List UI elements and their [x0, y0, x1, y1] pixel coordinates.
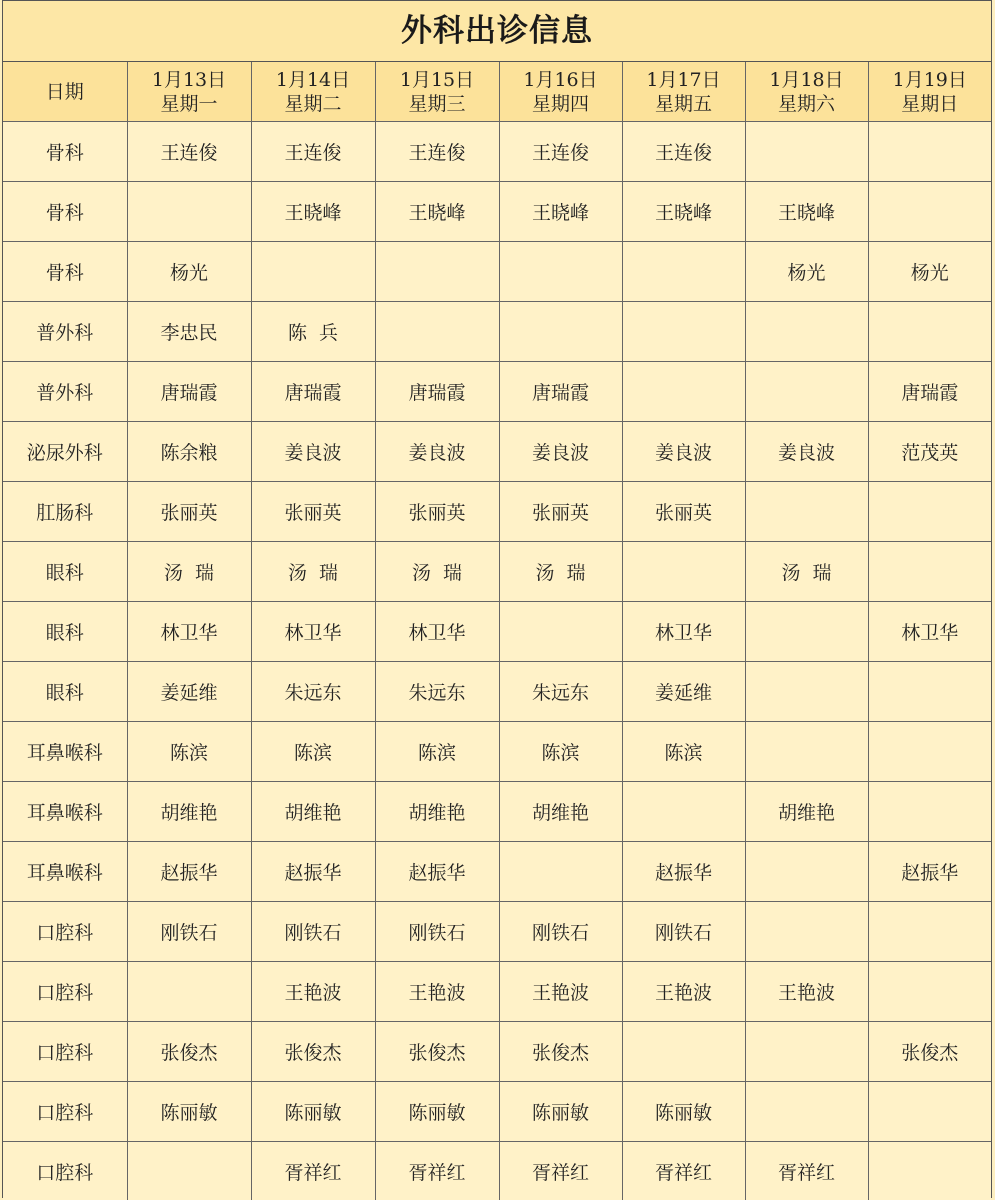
doctor-cell	[745, 842, 868, 902]
doctor-cell: 张丽英	[127, 482, 251, 542]
header-weekday: 星期二	[284, 92, 342, 115]
header-date: 1月16日	[523, 68, 598, 91]
doctor-cell: 张俊杰	[375, 1022, 499, 1082]
page-title: 外科出诊信息	[3, 1, 991, 62]
header-row	[3, 62, 991, 122]
doctor-cell	[745, 902, 868, 962]
doctor-cell: 刚铁石	[375, 902, 499, 962]
doctor-cell: 姜良波	[375, 422, 499, 482]
doctor-cell: 刚铁石	[622, 902, 745, 962]
doctor-cell: 王连俊	[375, 122, 499, 182]
doctor-cell: 张丽英	[622, 482, 745, 542]
doctor-cell: 张丽英	[251, 482, 375, 542]
department-cell: 口腔科	[3, 902, 127, 962]
doctor-cell: 胥祥红	[745, 1142, 868, 1200]
doctor-cell: 张俊杰	[251, 1022, 375, 1082]
doctor-cell	[868, 782, 991, 842]
doctor-cell	[622, 1022, 745, 1082]
doctor-cell: 杨光	[745, 242, 868, 302]
department-cell: 普外科	[3, 362, 127, 422]
doctor-cell	[127, 962, 251, 1022]
doctor-cell: 刚铁石	[499, 902, 622, 962]
doctor-cell	[745, 662, 868, 722]
doctor-cell: 陈丽敏	[622, 1082, 745, 1142]
doctor-cell: 姜良波	[499, 422, 622, 482]
doctor-cell: 王艳波	[375, 962, 499, 1022]
doctor-cell: 刚铁石	[127, 902, 251, 962]
table-row	[3, 842, 991, 902]
doctor-cell: 林卫华	[622, 602, 745, 662]
doctor-cell: 胡维艳	[127, 782, 251, 842]
table-row	[3, 362, 991, 422]
doctor-cell: 陈丽敏	[375, 1082, 499, 1142]
doctor-cell: 范茂英	[868, 422, 991, 482]
doctor-cell	[499, 302, 622, 362]
doctor-cell: 胥祥红	[622, 1142, 745, 1200]
header-day	[745, 62, 868, 122]
header-weekday: 星期三	[408, 92, 466, 115]
doctor-cell: 姜良波	[745, 422, 868, 482]
header-weekday: 星期六	[777, 92, 835, 115]
department-cell: 口腔科	[3, 1022, 127, 1082]
doctor-cell	[745, 602, 868, 662]
doctor-cell: 王连俊	[622, 122, 745, 182]
doctor-cell: 杨光	[127, 242, 251, 302]
doctor-cell	[622, 302, 745, 362]
department-cell: 口腔科	[3, 962, 127, 1022]
doctor-cell: 张俊杰	[499, 1022, 622, 1082]
doctor-cell: 胥祥红	[375, 1142, 499, 1200]
doctor-cell	[745, 122, 868, 182]
doctor-cell: 姜延维	[127, 662, 251, 722]
doctor-cell	[622, 782, 745, 842]
table-row	[3, 242, 991, 302]
doctor-cell	[745, 302, 868, 362]
doctor-cell: 陈滨	[251, 722, 375, 782]
doctor-cell: 陈余粮	[127, 422, 251, 482]
doctor-cell: 王连俊	[127, 122, 251, 182]
department-cell: 口腔科	[3, 1142, 127, 1200]
doctor-cell: 唐瑞霞	[499, 362, 622, 422]
doctor-cell	[868, 542, 991, 602]
header-day	[499, 62, 622, 122]
doctor-cell	[127, 1142, 251, 1200]
doctor-cell: 王晓峰	[251, 182, 375, 242]
schedule-table	[3, 62, 991, 1200]
table-row	[3, 962, 991, 1022]
doctor-cell: 赵振华	[868, 842, 991, 902]
doctor-cell: 张丽英	[375, 482, 499, 542]
header-day	[868, 62, 991, 122]
doctor-cell: 唐瑞霞	[251, 362, 375, 422]
department-cell: 肛肠科	[3, 482, 127, 542]
header-date: 1月13日	[151, 68, 227, 91]
doctor-cell	[499, 242, 622, 302]
table-row	[3, 122, 991, 182]
header-day	[127, 62, 251, 122]
doctor-cell: 王艳波	[745, 962, 868, 1022]
doctor-cell	[868, 302, 991, 362]
doctor-cell	[622, 362, 745, 422]
doctor-cell: 王晓峰	[499, 182, 622, 242]
doctor-cell: 陈丽敏	[251, 1082, 375, 1142]
department-cell: 骨科	[3, 182, 127, 242]
doctor-cell	[499, 602, 622, 662]
doctor-cell	[499, 842, 622, 902]
table-row	[3, 902, 991, 962]
doctor-cell: 汤 瑞	[499, 542, 622, 602]
table-row	[3, 1022, 991, 1082]
doctor-cell: 陈丽敏	[499, 1082, 622, 1142]
doctor-cell: 刚铁石	[251, 902, 375, 962]
table-row	[3, 182, 991, 242]
header-date: 1月18日	[769, 68, 844, 91]
doctor-cell: 赵振华	[375, 842, 499, 902]
doctor-cell: 赵振华	[251, 842, 375, 902]
header-date: 1月14日	[275, 68, 351, 91]
schedule-container	[2, 0, 992, 1198]
department-cell: 普外科	[3, 302, 127, 362]
doctor-cell: 陈滨	[127, 722, 251, 782]
doctor-cell	[622, 542, 745, 602]
doctor-cell	[868, 722, 991, 782]
doctor-cell	[622, 242, 745, 302]
department-cell: 口腔科	[3, 1082, 127, 1142]
doctor-cell: 林卫华	[375, 602, 499, 662]
department-cell: 耳鼻喉科	[3, 722, 127, 782]
doctor-cell: 唐瑞霞	[375, 362, 499, 422]
doctor-cell: 汤 瑞	[127, 542, 251, 602]
doctor-cell: 胡维艳	[745, 782, 868, 842]
header-date: 1月17日	[646, 68, 721, 91]
doctor-cell	[868, 662, 991, 722]
department-cell: 眼科	[3, 602, 127, 662]
doctor-cell	[868, 482, 991, 542]
doctor-cell: 汤 瑞	[745, 542, 868, 602]
header-date: 1月15日	[399, 68, 475, 91]
doctor-cell: 李忠民	[127, 302, 251, 362]
department-cell: 眼科	[3, 542, 127, 602]
doctor-cell: 胡维艳	[499, 782, 622, 842]
table-row	[3, 422, 991, 482]
department-cell: 耳鼻喉科	[3, 782, 127, 842]
doctor-cell	[375, 302, 499, 362]
doctor-cell	[745, 482, 868, 542]
doctor-cell	[745, 722, 868, 782]
doctor-cell: 赵振华	[622, 842, 745, 902]
doctor-cell: 陈 兵	[251, 302, 375, 362]
table-row	[3, 1082, 991, 1142]
table-row	[3, 722, 991, 782]
header-day	[375, 62, 499, 122]
header-date: 1月19日	[892, 68, 967, 91]
doctor-cell: 林卫华	[251, 602, 375, 662]
doctor-cell: 张俊杰	[127, 1022, 251, 1082]
doctor-cell: 王艳波	[251, 962, 375, 1022]
doctor-cell: 陈丽敏	[127, 1082, 251, 1142]
doctor-cell: 陈滨	[622, 722, 745, 782]
doctor-cell	[868, 962, 991, 1022]
doctor-cell: 王艳波	[499, 962, 622, 1022]
header-corner: 日期	[3, 62, 127, 122]
doctor-cell: 唐瑞霞	[127, 362, 251, 422]
doctor-cell: 朱远东	[375, 662, 499, 722]
department-cell: 骨科	[3, 122, 127, 182]
doctor-cell	[745, 1022, 868, 1082]
department-cell: 眼科	[3, 662, 127, 722]
table-row	[3, 1142, 991, 1200]
header-day	[251, 62, 375, 122]
doctor-cell: 姜延维	[622, 662, 745, 722]
table-row	[3, 662, 991, 722]
doctor-cell: 陈滨	[375, 722, 499, 782]
doctor-cell: 胡维艳	[251, 782, 375, 842]
table-row	[3, 782, 991, 842]
header-day	[622, 62, 745, 122]
doctor-cell: 唐瑞霞	[868, 362, 991, 422]
doctor-cell: 杨光	[868, 242, 991, 302]
doctor-cell: 王艳波	[622, 962, 745, 1022]
doctor-cell	[127, 182, 251, 242]
doctor-cell: 胥祥红	[251, 1142, 375, 1200]
doctor-cell	[251, 242, 375, 302]
doctor-cell	[745, 1082, 868, 1142]
doctor-cell: 赵振华	[127, 842, 251, 902]
header-weekday: 星期日	[901, 92, 959, 115]
doctor-cell	[868, 122, 991, 182]
schedule-body	[3, 62, 991, 1200]
doctor-cell: 姜良波	[251, 422, 375, 482]
doctor-cell	[868, 902, 991, 962]
doctor-cell	[868, 1142, 991, 1200]
table-row	[3, 602, 991, 662]
doctor-cell: 张俊杰	[868, 1022, 991, 1082]
department-cell: 骨科	[3, 242, 127, 302]
table-row	[3, 482, 991, 542]
doctor-cell: 王连俊	[251, 122, 375, 182]
header-weekday: 星期一	[160, 92, 218, 115]
doctor-cell: 汤 瑞	[375, 542, 499, 602]
header-weekday: 星期四	[531, 92, 589, 115]
department-cell: 泌尿外科	[3, 422, 127, 482]
doctor-cell: 胥祥红	[499, 1142, 622, 1200]
doctor-cell: 王连俊	[499, 122, 622, 182]
header-weekday: 星期五	[654, 92, 712, 115]
doctor-cell: 朱远东	[251, 662, 375, 722]
department-cell: 耳鼻喉科	[3, 842, 127, 902]
doctor-cell: 王晓峰	[375, 182, 499, 242]
doctor-cell: 朱远东	[499, 662, 622, 722]
doctor-cell: 林卫华	[127, 602, 251, 662]
table-row	[3, 542, 991, 602]
doctor-cell: 林卫华	[868, 602, 991, 662]
doctor-cell: 王晓峰	[745, 182, 868, 242]
doctor-cell: 陈滨	[499, 722, 622, 782]
doctor-cell	[868, 182, 991, 242]
doctor-cell: 胡维艳	[375, 782, 499, 842]
doctor-cell: 姜良波	[622, 422, 745, 482]
doctor-cell	[868, 1082, 991, 1142]
doctor-cell: 张丽英	[499, 482, 622, 542]
doctor-cell: 汤 瑞	[251, 542, 375, 602]
table-row	[3, 302, 991, 362]
doctor-cell	[745, 362, 868, 422]
doctor-cell: 王晓峰	[622, 182, 745, 242]
doctor-cell	[375, 242, 499, 302]
